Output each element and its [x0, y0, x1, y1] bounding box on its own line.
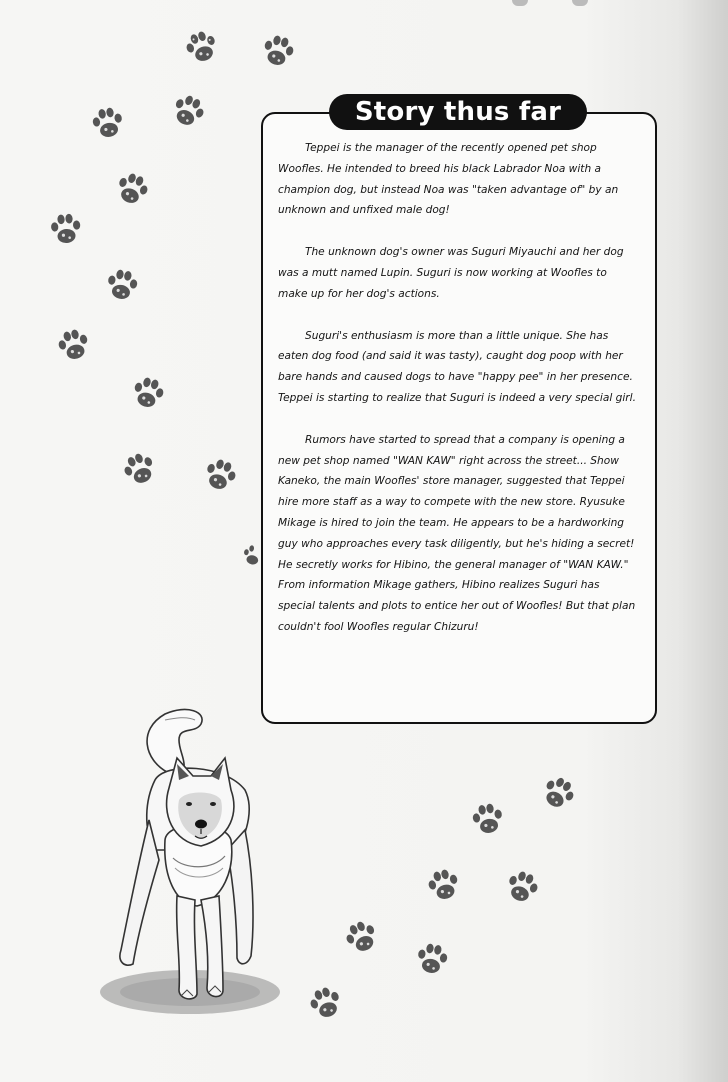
paw-print-icon	[420, 862, 469, 911]
paw-print-icon	[531, 767, 586, 822]
paw-print-icon	[106, 164, 157, 215]
story-paragraph: Rumors have started to spread that a company is opening a new pet shop named "WAN KAW" right across the street... Show Kaneko, the main Woofles' store manager, suggested that Teppei hire more staff as a way to compete with the new store. Ryusuke Mikage is hired to join the team. He appears to be a hardworking guy who approaches every task diligently, but he's hiding a secret! He secretly works for Hibino, the general manager of "WAN KAW." From information Mikage gathers, Hibino realizes Suguri has special talents and plots to entice her out of Woofles! But that plan couldn't fool Woofles regular Chizuru!	[278, 433, 636, 633]
page-smudge	[572, 0, 588, 6]
paw-print-icon	[465, 797, 511, 843]
paw-print-icon	[124, 370, 173, 419]
paw-print-icon	[409, 937, 455, 983]
paw-print-icon	[85, 101, 131, 147]
paw-print-icon	[161, 85, 214, 138]
paw-print-icon	[176, 22, 227, 73]
story-text	[278, 138, 636, 659]
story-paragraph: Teppei is the manager of the recently opened pet shop Woofles. He intended to breed his black Labrador Noa with a champion dog, but instead Noa was "taken advantage of" by an unknown and unfixed male dog!	[278, 142, 619, 217]
paw-print-icon	[113, 443, 166, 496]
paw-print-icon	[44, 208, 87, 251]
paw-print-icon	[496, 862, 547, 913]
paw-print-icon	[99, 263, 145, 309]
paw-print-icon	[300, 978, 351, 1029]
story-title: Story thus far	[329, 94, 587, 130]
paw-print-icon	[335, 911, 388, 964]
story-paragraph: The unknown dog's owner was Suguri Miyauchi and her dog was a mutt named Lupin. Suguri is now working at Woofles to make up for her dog's actions.	[278, 246, 624, 300]
paw-print-icon	[254, 28, 303, 77]
page-smudge	[512, 0, 528, 6]
story-paragraph: Suguri's enthusiasm is more than a little unique. She has eaten dog food (and said it was tasty), caught dog poop with her bare hands and caused dogs to have "happy pee" in her presence. Teppei is starting to realize that Suguri is indeed a very special girl.	[278, 329, 636, 404]
paw-print-icon	[50, 322, 99, 371]
paw-print-icon	[194, 450, 245, 501]
dog-illustration	[95, 700, 285, 1020]
